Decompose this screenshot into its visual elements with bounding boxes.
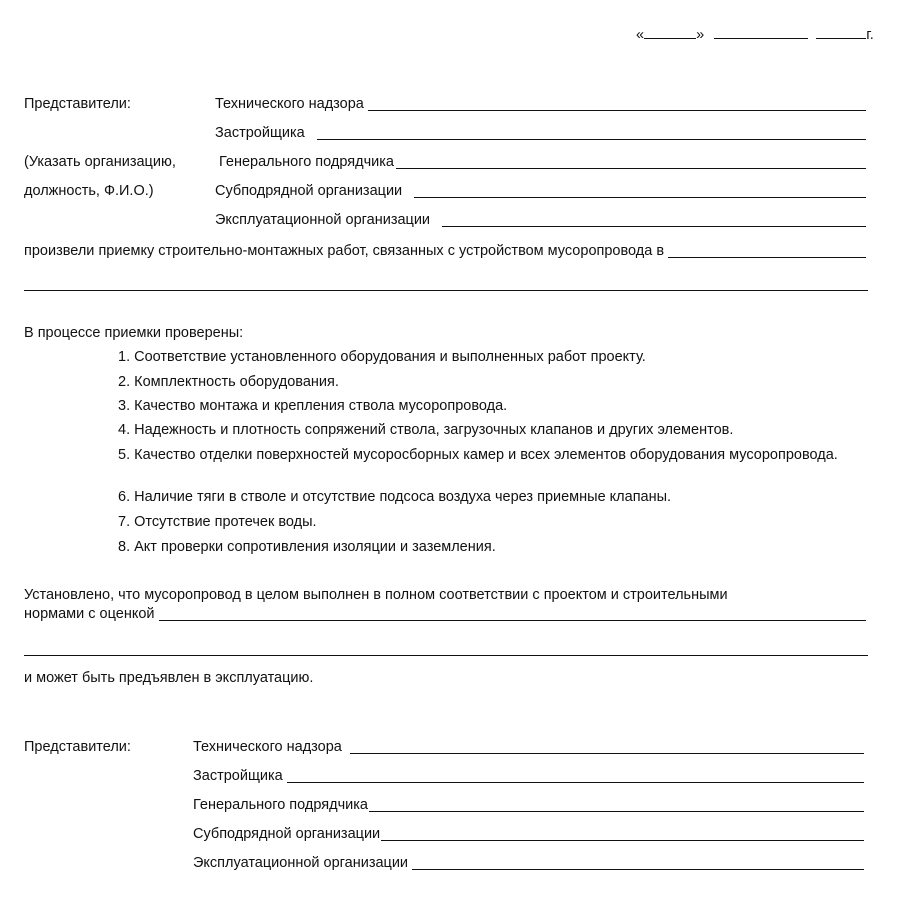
role-label: Эксплуатационной организации [215,212,431,228]
conclusion-final: и может быть предъявлен в эксплуатацию. [24,670,314,686]
signature-blank[interactable] [414,183,866,198]
top-role-row-operator [215,211,866,229]
representatives-label-top: Представители: [24,96,131,112]
conclusion-rating-line [24,605,866,623]
check-item: 3. Качество монтажа и крепления ствола мусоропровода. [118,398,508,414]
role-label: Технического надзора [193,739,342,755]
location-continuation-blank[interactable] [24,290,868,291]
organization-note-line2: должность, Ф.И.О.) [24,183,154,199]
checks-heading: В процессе приемки проверены: [24,325,244,341]
role-label: Эксплуатационной организации [193,855,409,871]
bottom-role-row-subcontractor [193,825,864,843]
signature-blank[interactable] [369,797,864,812]
role-label: Застройщика [193,768,283,784]
role-label: Субподрядной организации [193,826,381,842]
date-open-quote: « [636,27,645,43]
location-blank[interactable] [668,243,866,258]
signature-blank[interactable] [350,739,864,754]
conclusion-line2: нормами с оценкой [24,606,155,622]
signature-blank[interactable] [317,125,866,140]
signature-blank[interactable] [442,212,866,227]
top-role-row-tech-supervision [215,95,866,113]
top-role-row-developer [215,124,866,142]
acceptance-text: произвели приемку строительно-монтажных работ, связанных с устройством мусоропровода в [24,243,665,259]
rating-blank[interactable] [159,606,867,621]
bottom-role-row-operator [193,854,864,872]
signature-blank[interactable] [368,96,866,111]
check-item: 4. Надежность и плотность сопряжений ствола, загрузочных клапанов и других элементов. [118,422,734,438]
signature-blank[interactable] [412,855,864,870]
bottom-role-row-general-contractor [193,796,864,814]
role-label: Застройщика [215,125,305,141]
signature-blank[interactable] [396,154,866,169]
acceptance-line [24,242,866,260]
top-role-row-subcontractor [215,182,866,200]
check-item: 6. Наличие тяги в стволе и отсутствие подсоса воздуха через приемные клапаны. [118,489,672,505]
organization-note-line1: (Указать организацию, [24,154,176,170]
date-month-blank[interactable] [714,26,808,39]
top-role-row-general-contractor [219,153,866,171]
date-close-quote: » [696,27,705,43]
date-year-blank[interactable] [816,26,866,39]
date-line [636,26,874,44]
check-item: 7. Отсутствие протечек воды. [118,514,317,530]
role-label: Субподрядной организации [215,183,403,199]
bottom-role-row-tech-supervision [193,738,864,756]
bottom-role-row-developer [193,767,864,785]
conclusion-line1: Установлено, что мусоропровод в целом выполнен в полном соответствии с проектом и строительными [24,587,728,603]
check-item: 1. Соответствие установленного оборудования и выполненных работ проекту. [118,349,646,365]
check-item: 2. Комплектность оборудования. [118,374,339,390]
rating-continuation-blank[interactable] [24,655,868,656]
date-year-suffix: г. [866,27,874,43]
signature-blank[interactable] [381,826,864,841]
signature-blank[interactable] [287,768,864,783]
representatives-label-bottom: Представители: [24,739,131,755]
role-label: Генерального подрядчика [193,797,368,813]
check-item: 5. Качество отделки поверхностей мусоросборных камер и всех элементов оборудования мусоропровода. [118,447,838,463]
date-day-blank[interactable] [644,26,696,39]
role-label: Генерального подрядчика [219,154,394,170]
role-label: Технического надзора [215,96,364,112]
check-item: 8. Акт проверки сопротивления изоляции и заземления. [118,539,496,555]
